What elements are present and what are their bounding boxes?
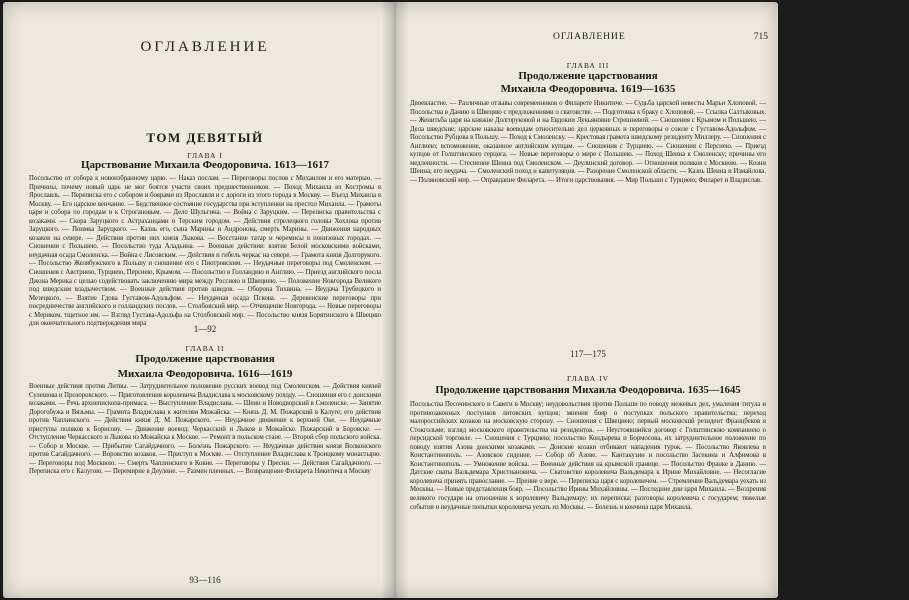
chapter-1-pages: 1—92 — [193, 324, 217, 334]
volume-title: ТОМ ДЕВЯТЫЙ — [146, 130, 264, 145]
chapter-2-pages: 93—116 — [189, 575, 221, 585]
chapter-1-title: Царствование Михаила Феодоровича. 1613—1617 — [80, 159, 330, 171]
page-number: 715 — [753, 32, 768, 42]
left-page — [3, 2, 388, 598]
chapter-3-title-line2: Михаила Феодоровича. 1619—1635 — [500, 83, 676, 95]
right-page — [398, 2, 778, 598]
chapter-4-title: Продолжение царствования Михаила Феодоровича. 1635—1645 — [435, 385, 741, 396]
chapter-2-label: ГЛАВА II — [185, 344, 225, 353]
chapter-3-summary: Двоевластие. — Различные отзывы современников о Филарете Никитиче. — Судьба царской невесты Марьи Хлоповой. — Посольства в Данию и Швецию с предложениями о сватовстве. — Подготовка к браку с Хлоповой. — Ссылка Салтыковых. — Женитьба царя на княжне Долгоруковой и на Евдокии Лукьяновне Стрешневой. — Сношения с Крымом и Польшею. — Дела шведские; царские наказы воеводам относительно дел церковных и переговоры о союзе с Густавом-Адольфом. — Посольство Рубцова в Польшу. — Поход к Смоленску. — Крестовая грамота шведскому резиденту Миллеру. — Сношения с Англиею; вспоможение, оказанное английским купцам. — Сношения с Турциею. — Сношения с Персиею. — Приезд купцов от Голштинского герцога. — Новые переговоры о мире с Польшею. — Поход Шеина к Смоленску; причины его медленности. — Стеснение Шеина под Смоленском. — Деулинский договор. — Отношения поляков с Москвою. — Козни Шеина; его неудача. — Смоленский поход и капитуляция. — Разорение Смоленской области. — Казнь Шеина и Измайлова. — Поляновский мир. — Оправдание Филарета. — Итоги царствования. — Мир Польши с Турциею; Филарет и Владислав. — [410, 100, 766, 184]
chapter-3-title-line1: Продолжение царствования — [518, 70, 658, 82]
chapter-4-label: ГЛАВА IV — [566, 374, 609, 383]
chapter-4-summary: Посольства Песочинского и Савеги в Москву; неудовольствия против Польши по поводу межевых дел, умаления титула и противозаконных поступков литовских купцов; мнения бояр о поступках польского правительства; переход малороссийских козаков на московскую сторону. — Сношения с Швециею; первый московский резидент Францбеков в Стокгольме; взгляд московского правительства на резидентов. — Неустоявшийся договор с Голштинскою компаниею о персидской торговле. — Сношения с Турциею; посольство Кондырева и Бормосова, их затруднительное положение по поводу взятия Азова донскими козаками. — Донские козаки отбивают нападения турок. — Посольство Яковлева в Константинополь. — Азовское сидение. — Собор об Азове. — Кантакузин и посольство Засекина и Алфимова в Константинополь. — Умножение войска. — Военные действия на крымской границе. — Посольство Франке в Данию. — Датские сваты Вальдемара Христиановича. — Сватовство королевича Вальдемара к Ирине Михайловне. — Несогласие королевича принять православие. — Прение о вере. — Переписка царя с королевичем. — Стремление Вальдемара уехать из Москвы. — Новые представления бояр. — Посольство Ирины Михайловны. — Последние дни царя Михаила. — Воззрения великого государя на отношения к королевичу Вальдемару; их переписка; разговоры королевича с государем; тяжелые события и неудачные попытки королевича уехать из Москвы. — Болезнь и кончина царя Михаила. — [410, 401, 766, 511]
chapter-2-summary: Военные действия против Литвы. — Затруднительное положение русских воевод под Смоленском. — Действия князей Сулешова и Прозоровского. — Приготовления королевича Владислава к московскому походу. — Сношения его с донскими козаками. — Речь архиепископа-примаса. — Выступление Владислава. — Шеин и Новодворский в Смоленске. — Занятие Дорогобужа и Вязьмы. — Грамота Владислава к жителям Можайска. — Князь Д. М. Пожарский в Калуге; его действия против Чаплинского. — Действия князя Д. М. Пожарского. — Неудачное движение к верхней Оке. — Неудачные приступы поляков к Борисову. — Движение воевод: Черкасский и Лыков в Можайске. Пожарский в Боровске. — Отступление Черкасского и Лыкова из Можайска к Москве. — Ремонт в польском стане. — Второй сбор польского войска. — Собор в Москве. — Прибытие Сагайдачного. — Болезнь Пожарского. — Неудачные действия князя Волконского против Сагайдачного. — Воровство козаков. — Приступ к Москве. — Отступление Владислава к Троицкому монастырю. — Переговоры под Москвою. — Смерть Чаплинского в Ковне. — Переговоры у Пресни. — Действия Сагайдачного. — Переписка его с Калугою. — Перемирие в Деулине. — Размен пленных. — Возвращение Филарета Никитича в Москву — [29, 383, 381, 476]
chapter-2-title-line1: Продолжение царствования — [135, 353, 275, 365]
contents-heading: ОГЛАВЛЕНИЕ — [140, 39, 270, 55]
book-spread — [3, 2, 778, 598]
chapter-3-label: ГЛАВА III — [566, 61, 610, 70]
chapter-3-pages: 117—175 — [570, 349, 606, 359]
chapter-1-label: ГЛАВА I — [187, 151, 223, 160]
running-head: ОГЛАВЛЕНИЕ — [553, 32, 626, 42]
chapter-2-title-line2: Михаила Феодоровича. 1616—1619 — [117, 368, 293, 380]
chapter-1-summary: Посольство от собора к новоизбранному царю. — Наказ послам. — Переговоры послов с Михаилом и его матерью. — Причины, почему новый царь не мог боятся участи своих предшественников. — Поход Михаила из Костромы в Ярославль. — Переписка его с собором и боярами из Ярославля и с дороги из этого города в Москву. — Въезд Михаила в Москву. — Его царское венчание. — Бедственное состояние государства при вступлении на престол Михаила. — Грамоты царя и собора по городам и к Строгановым. — Дело Шульгина. — Война с Заруцким. — Переписка правительства с козаками. — Скора Заруцкого с Астраханцами и Терским городом. — Действия стрелецкого головы Хохлова против Заруцкого. — Поимка Заруцкого. — Казнь его, сына Марины и Андронова, смерть Марины. — Движения народных козаков на севере. — Действия против них князя Лыкова. — Восстание татар и черемисы в понизовых городах. — Сношения с Польшею. — Посольство туда Аладьина. — Военные действия: взятие Белой московскими войсками, неудачная осада Смоленска. — Война с Лисовским. — Действия и гибель черкас на севере. — Грамота князя Долгорукого. — Посольство Желябужского в Польшу и сношение его с Пиотровским. — Неудачные переговоры под Смоленском. — Сношения с Австриею, Турциею, Персиею, Крымом. — Посольство в Голландию и Англию. — Приезд английского посла Джона Мерика с целью содействовать заключению мира между Россиею и Швециею. — Положение Новгорода Великого под шведским владычеством. — Военные действия против шведов. — Оборона Тихвина. — Неудача Трубецкого и Мезецкого. — Взятие Гдова Густавом-Адольфом. — Неудачная осада Пскова. — Деревенские переговоры при посредничестве английского и голландских послов. — Столбовский мир. — Отчищение Новгорода. — Новые переговоры с Мериком, тщетное им. — Взгляд Густава-Адольфа на Столбовский мир. — Посольство князя Борятинского в Швецию для окончательного подтверждения мира — [29, 175, 381, 328]
